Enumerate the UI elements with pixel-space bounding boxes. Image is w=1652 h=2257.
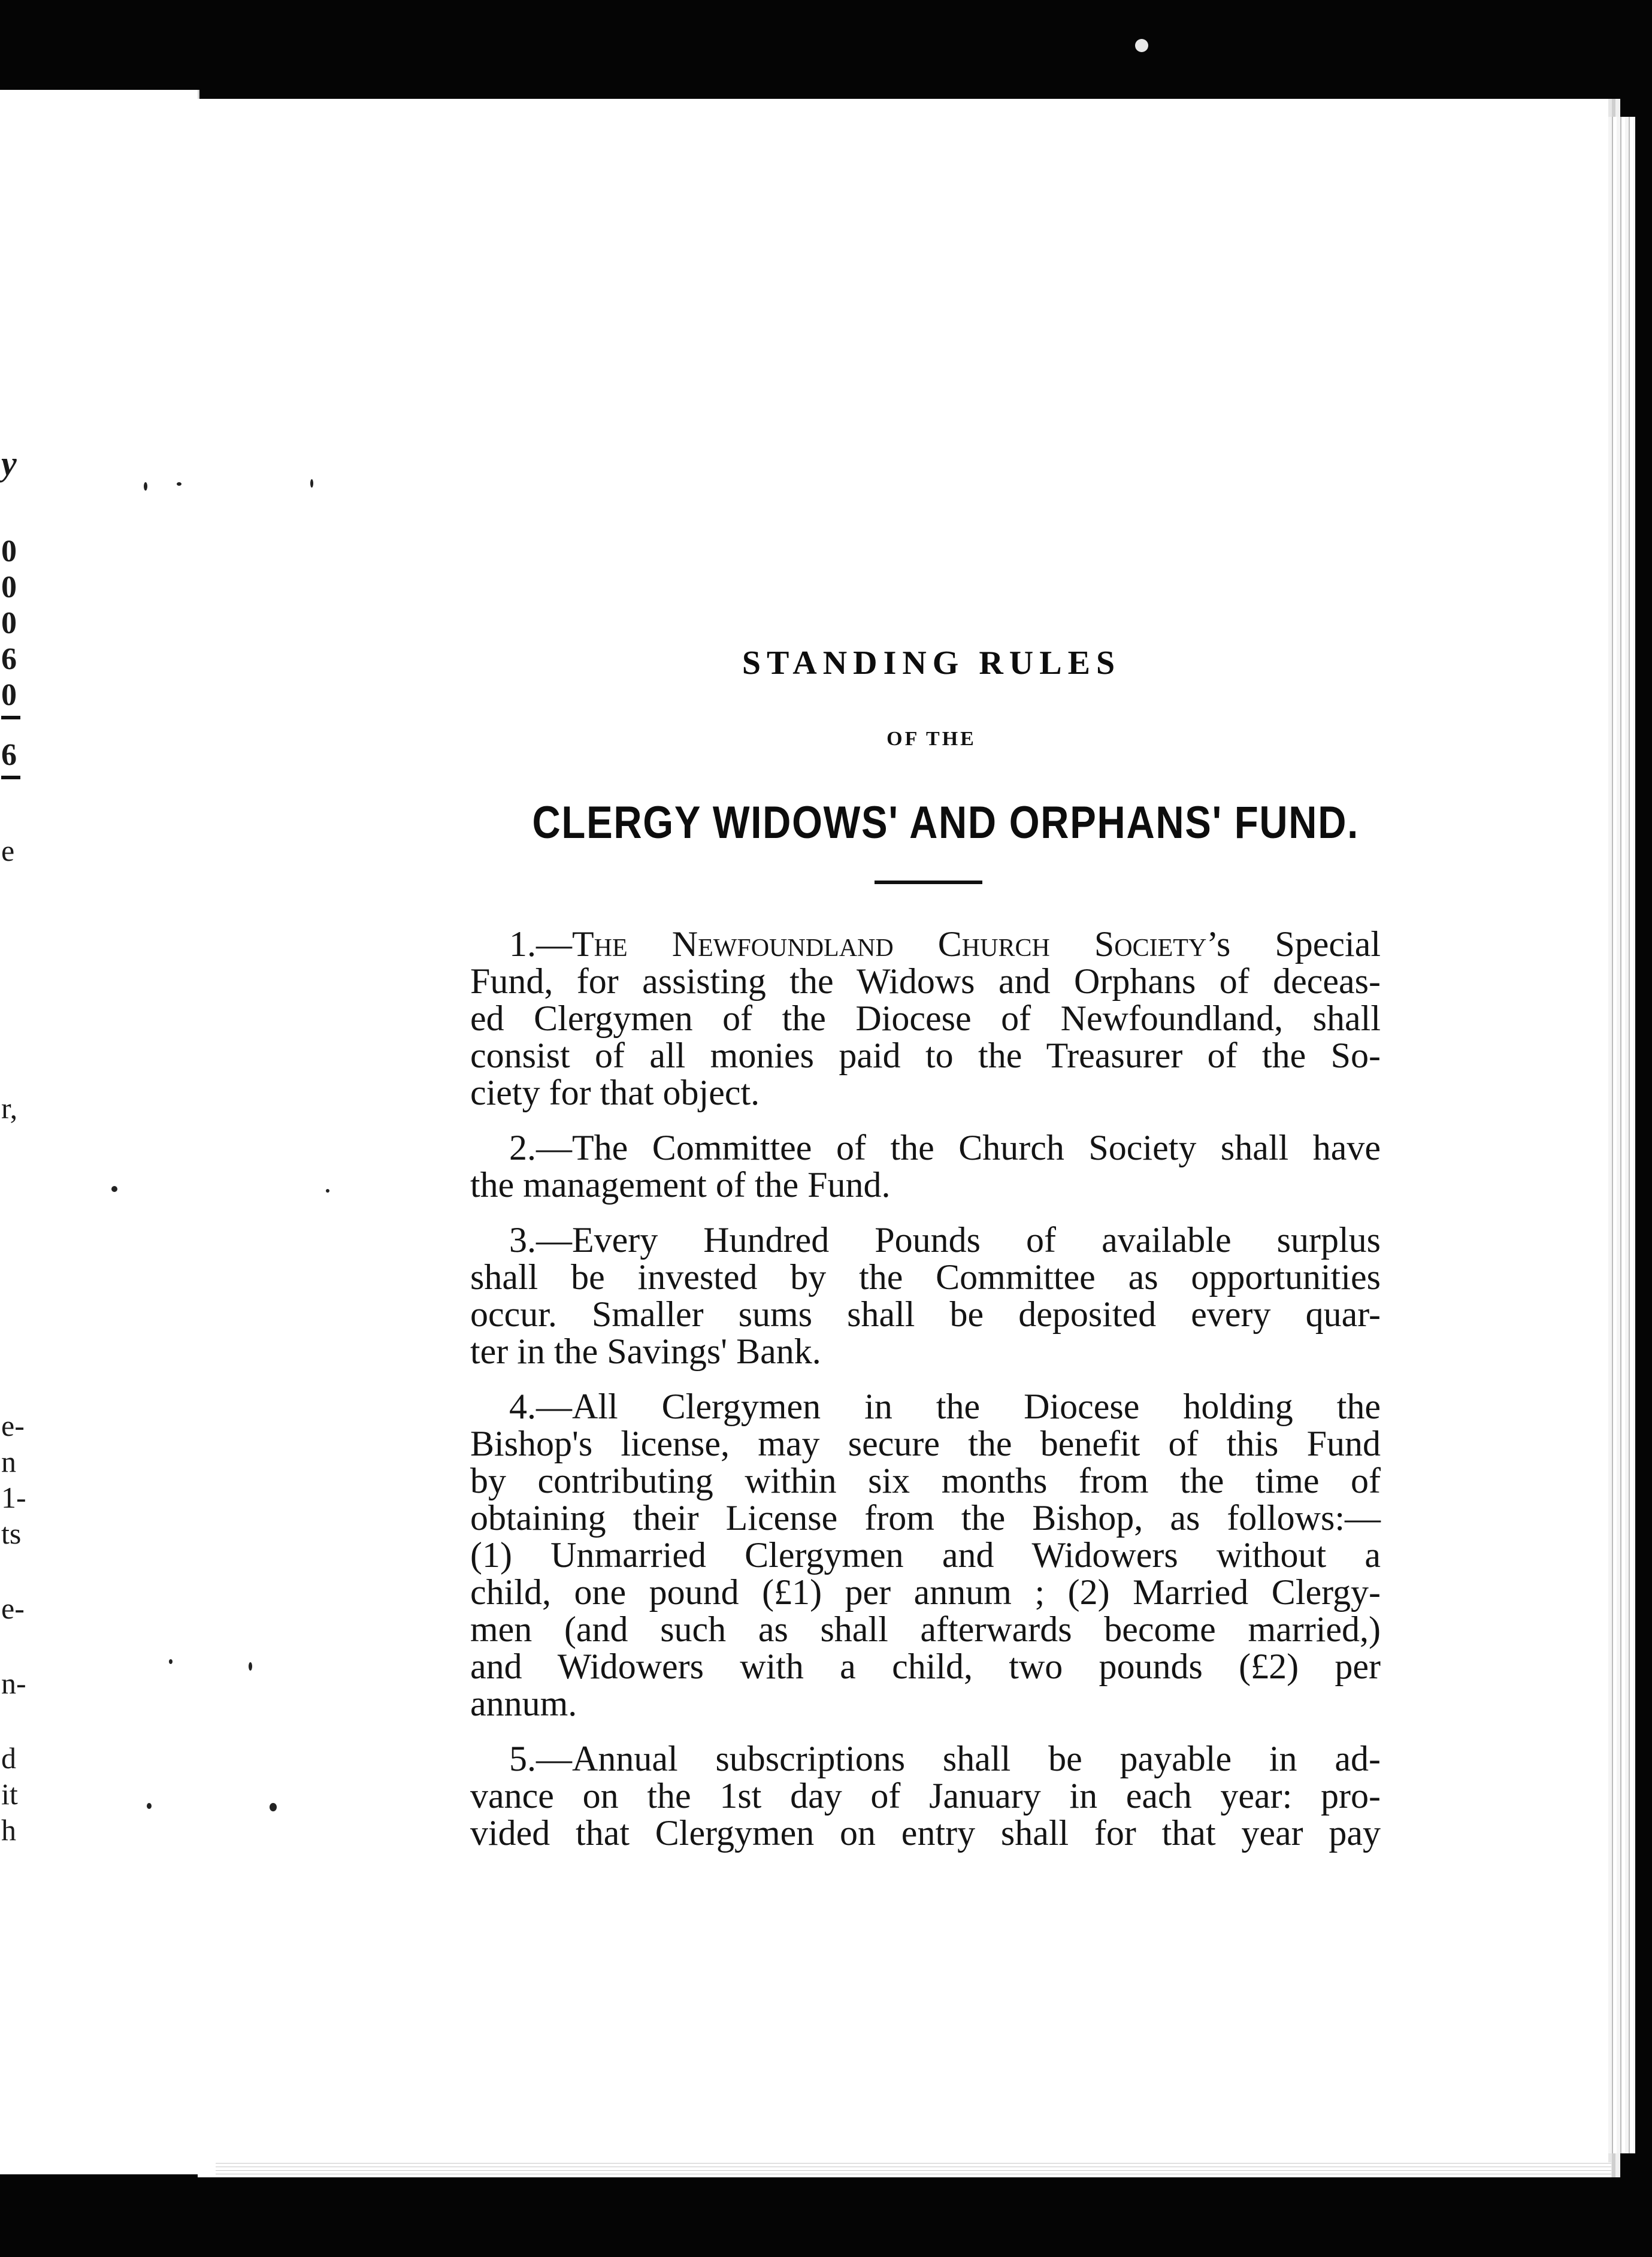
speck bbox=[270, 1803, 277, 1811]
speck bbox=[177, 482, 181, 486]
rule-number: 3. bbox=[509, 1220, 536, 1260]
fragment-text: 6 bbox=[1, 642, 17, 676]
fragment-text: e- bbox=[1, 1592, 25, 1625]
rules-list bbox=[470, 925, 1381, 1869]
rule-line: Fund, for assisting the Widows and Orphans of deceas- bbox=[470, 961, 1381, 1001]
rule-5 bbox=[470, 1740, 1381, 1851]
document-title: STANDING RULES bbox=[742, 645, 1121, 682]
fragment-text: e bbox=[1, 834, 15, 867]
rule-line: obtaining their License from the Bishop, as follows:— bbox=[470, 1498, 1381, 1538]
fragment-text: 0 bbox=[1, 606, 17, 640]
rule-line: ter in the Savings' Bank. bbox=[470, 1332, 821, 1371]
rule-line: ed Clergymen of the Diocese of Newfoundland, shall bbox=[470, 999, 1381, 1038]
rule-line: the management of the Fund. bbox=[470, 1165, 891, 1205]
speck bbox=[310, 479, 313, 488]
fragment-text: r, bbox=[1, 1091, 18, 1125]
page-edges bbox=[1608, 117, 1635, 2153]
rule-line: 2.—The Committee of the Church Society shall have bbox=[509, 1128, 1381, 1167]
rule-3 bbox=[470, 1221, 1381, 1370]
rule-number: 5. bbox=[509, 1739, 536, 1778]
rule-line: men (and such as shall afterwards become married,) bbox=[470, 1609, 1381, 1649]
rule-line: vance on the 1st day of January in each year: pro- bbox=[470, 1776, 1381, 1816]
fragment-text: ts bbox=[1, 1517, 22, 1550]
rule-line: vided that Clergymen on entry shall for that year pay bbox=[470, 1813, 1381, 1853]
rule-line: ciety for that object. bbox=[470, 1073, 760, 1112]
rule-line: 1.—The Newfoundland Church Society’s Special bbox=[509, 924, 1381, 964]
rule-4 bbox=[470, 1388, 1381, 1722]
fragment-text: n bbox=[1, 1445, 16, 1478]
rule-number: 2. bbox=[509, 1128, 536, 1167]
fragment-text: 0 bbox=[1, 534, 17, 568]
sum-rule bbox=[1, 776, 20, 779]
rule-1 bbox=[470, 925, 1381, 1111]
sum-rule bbox=[1, 716, 20, 719]
rule-2 bbox=[470, 1129, 1381, 1203]
speck bbox=[144, 482, 147, 491]
rule-line: 5.—Annual subscriptions shall be payable in ad- bbox=[509, 1739, 1381, 1778]
heading-divider bbox=[875, 881, 982, 884]
fragment-text: n- bbox=[1, 1666, 26, 1700]
rule-line: (1) Unmarried Clergymen and Widowers without a bbox=[470, 1535, 1381, 1575]
fragment-text: 0 bbox=[1, 678, 17, 712]
speck bbox=[1135, 39, 1148, 52]
rule-line: and Widowers with a child, two pounds (£2) per bbox=[470, 1647, 1381, 1686]
rule-line: occur. Smaller sums shall be deposited every quar- bbox=[470, 1294, 1381, 1334]
rule-line: 3.—Every Hundred Pounds of available surplus bbox=[509, 1220, 1381, 1260]
speck bbox=[169, 1659, 173, 1664]
rule-line: Bishop's license, may secure the benefit of this Fund bbox=[470, 1424, 1381, 1463]
rule-line: consist of all monies paid to the Treasurer of the So- bbox=[470, 1036, 1381, 1075]
facing-page bbox=[0, 90, 199, 2174]
rule-line: shall be invested by the Committee as opportunities bbox=[470, 1257, 1381, 1297]
rule-line: child, one pound (£1) per annum ; (2) Married Clergy- bbox=[470, 1572, 1381, 1612]
speck bbox=[111, 1186, 117, 1192]
rule-line: annum. bbox=[470, 1684, 577, 1723]
rule-line: 4.—All Clergymen in the Diocese holding the bbox=[509, 1387, 1381, 1426]
fragment-text: e- bbox=[1, 1409, 25, 1442]
fragment-text: it bbox=[1, 1777, 18, 1811]
rule-number: 1. bbox=[509, 924, 536, 964]
society-name: The Newfoundland Church Society bbox=[572, 924, 1207, 964]
page-bottom-edges bbox=[216, 2162, 1611, 2177]
speck bbox=[249, 1662, 252, 1671]
fragment-text: h bbox=[1, 1813, 16, 1847]
fragment-text: d bbox=[1, 1741, 16, 1775]
rule-line: by contributing within six months from the time of bbox=[470, 1461, 1381, 1500]
rule-number: 4. bbox=[509, 1387, 536, 1426]
fund-name-heading: CLERGY WIDOWS' AND ORPHANS' FUND. bbox=[532, 797, 1360, 848]
fragment-text: y bbox=[1, 444, 17, 483]
fragment-text: 6 bbox=[1, 738, 17, 772]
title-connector: OF THE bbox=[886, 728, 976, 750]
speck bbox=[147, 1803, 152, 1809]
fragment-text: 1- bbox=[1, 1481, 26, 1514]
fragment-text: 0 bbox=[1, 570, 17, 604]
speck bbox=[326, 1189, 329, 1193]
